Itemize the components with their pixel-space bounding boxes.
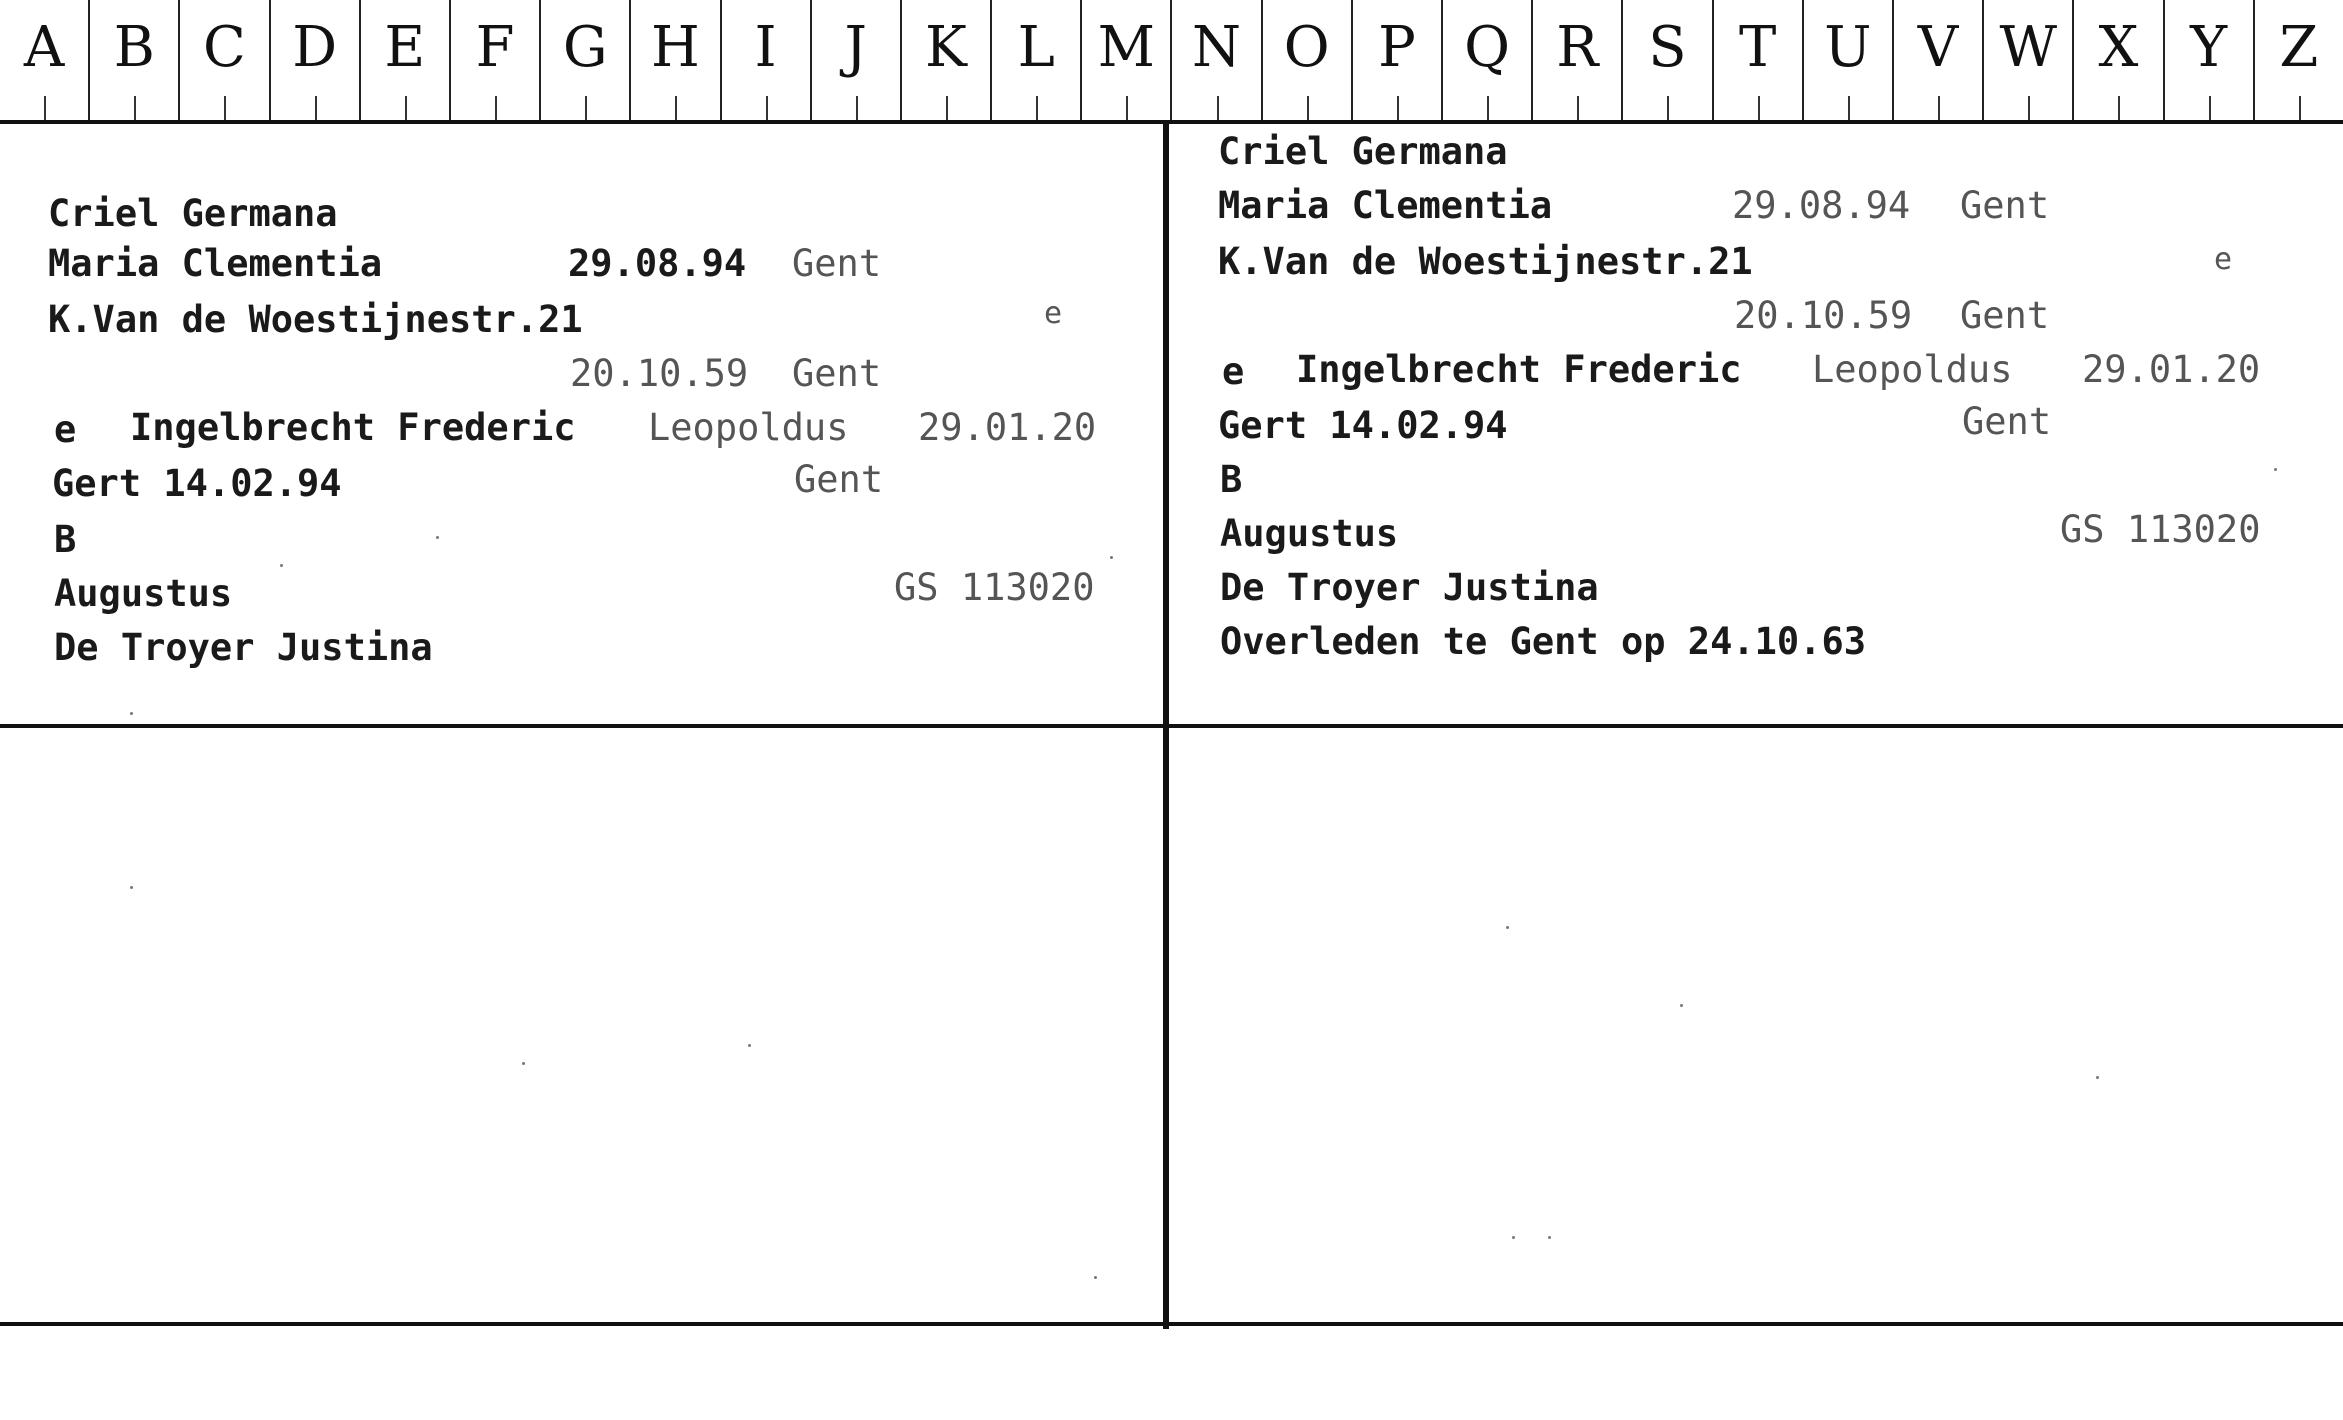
index-letter-label: B — [113, 15, 155, 80]
index-letter-v — [1894, 0, 1984, 120]
scan-speck — [1094, 1276, 1097, 1279]
record-line5-right: Gent — [794, 458, 884, 501]
record-spouse: Ingelbrecht Frederic — [1296, 348, 1742, 391]
index-letter-label: W — [1999, 15, 2057, 80]
index-letter-label: S — [1648, 15, 1687, 80]
index-tick-mark — [766, 96, 768, 120]
record-address: K.Van de Woestijnestr.21 — [1218, 240, 1753, 283]
index-letter-a — [0, 0, 90, 120]
index-letter-label: O — [1283, 15, 1330, 80]
index-letter-l — [992, 0, 1082, 120]
index-letter-p — [1353, 0, 1443, 120]
scan-speck — [1680, 1004, 1683, 1007]
index-letter-label: L — [1017, 15, 1055, 80]
index-tick-mark — [2299, 96, 2301, 120]
index-tick-mark — [495, 96, 497, 120]
index-tick-mark — [1307, 96, 1309, 120]
index-letter-k — [902, 0, 992, 120]
index-letter-label: M — [1097, 15, 1156, 80]
record-spouse-prefix: e — [54, 408, 77, 451]
index-letter-g — [541, 0, 631, 120]
record-spouse-prefix: e — [1222, 350, 1245, 393]
index-letter-label: N — [1192, 15, 1242, 80]
record-birth-place: Gent — [792, 242, 882, 285]
index-letter-label: C — [203, 15, 246, 80]
index-letter-label: R — [1556, 15, 1599, 80]
index-tick-mark — [1667, 96, 1669, 120]
index-letter-label: P — [1378, 15, 1416, 80]
record-birth-date: 29.08.94 — [1732, 184, 1911, 227]
record-reference: GS 113020 — [2060, 508, 2261, 551]
index-letter-label: D — [292, 15, 338, 80]
alphabet-index-strip — [0, 0, 2343, 124]
record-death-note: Overleden te Gent op 24.10.63 — [1220, 620, 1867, 663]
index-letter-q — [1443, 0, 1533, 120]
scan-speck — [130, 886, 133, 889]
record-spouse-given: Leopoldus — [1812, 348, 2013, 391]
index-tick-mark — [675, 96, 677, 120]
scan-speck — [1512, 1236, 1515, 1239]
record-code: B — [54, 518, 77, 561]
index-letter-label: G — [562, 15, 608, 80]
scan-speck — [1110, 556, 1113, 559]
index-letter-c — [180, 0, 270, 120]
index-letter-label: I — [754, 15, 777, 80]
record-mark-e: e — [1044, 296, 1063, 331]
index-letter-w — [1984, 0, 2074, 120]
index-tick-mark — [2118, 96, 2120, 120]
index-letter-n — [1172, 0, 1262, 120]
index-letter-label: X — [2098, 15, 2139, 80]
index-letter-r — [1533, 0, 1623, 120]
index-letter-label: F — [475, 15, 515, 80]
index-letter-f — [451, 0, 541, 120]
index-tick-mark — [1938, 96, 1940, 120]
index-tick-mark — [1848, 96, 1850, 120]
index-tick-mark — [1487, 96, 1489, 120]
index-tick-mark — [1758, 96, 1760, 120]
index-letter-y — [2165, 0, 2255, 120]
record-line5-left: Gert 14.02.94 — [1218, 404, 1508, 447]
index-letter-e — [361, 0, 451, 120]
index-tick-mark — [134, 96, 136, 120]
index-letter-i — [722, 0, 812, 120]
record-mother: De Troyer Justina — [54, 626, 433, 669]
index-tick-mark — [315, 96, 317, 120]
record-birth-date: 29.08.94 — [568, 242, 747, 285]
record-spouse-given: Leopoldus — [648, 406, 849, 449]
record-spouse-date: 29.01.20 — [2082, 348, 2261, 391]
record-card-left — [48, 192, 1128, 732]
index-letter-label: K — [925, 15, 967, 80]
index-letter-label: H — [650, 15, 700, 80]
record-mother: De Troyer Justina — [1220, 566, 1599, 609]
index-tick-mark — [2028, 96, 2030, 120]
index-letter-b — [90, 0, 180, 120]
record-place-2: Gent — [792, 352, 882, 395]
index-letter-j — [812, 0, 902, 120]
scan-speck — [1548, 1236, 1551, 1239]
index-letter-m — [1082, 0, 1172, 120]
index-tick-mark — [1397, 96, 1399, 120]
index-letter-label: V — [1917, 15, 1959, 80]
scan-speck — [2274, 468, 2277, 471]
index-tick-mark — [585, 96, 587, 120]
index-tick-mark — [44, 96, 46, 120]
record-card-right — [1218, 130, 2318, 710]
index-tick-mark — [1577, 96, 1579, 120]
scan-speck — [2096, 1076, 2099, 1079]
record-place-2: Gent — [1960, 294, 2050, 337]
index-letter-h — [631, 0, 721, 120]
index-letter-label: U — [1824, 15, 1872, 80]
index-tick-mark — [1126, 96, 1128, 120]
record-address: K.Van de Woestijnestr.21 — [48, 298, 583, 341]
scan-speck — [280, 564, 283, 567]
index-tick-mark — [405, 96, 407, 120]
record-code: B — [1220, 458, 1243, 501]
record-line5-right: Gent — [1962, 400, 2052, 443]
index-letter-label: T — [1738, 15, 1777, 80]
index-tick-mark — [2209, 96, 2211, 120]
record-given-names: Maria Clementia — [48, 242, 383, 285]
record-name: Criel Germana — [1218, 130, 1508, 173]
scan-speck — [436, 536, 439, 539]
index-letter-label: J — [844, 15, 867, 80]
scan-speck — [522, 1062, 525, 1065]
index-letter-z — [2255, 0, 2343, 120]
index-letter-u — [1804, 0, 1894, 120]
record-date-2: 20.10.59 — [570, 352, 749, 395]
record-name: Criel Germana — [48, 192, 338, 235]
record-spouse-date: 29.01.20 — [918, 406, 1097, 449]
record-given-names: Maria Clementia — [1218, 184, 1553, 227]
index-tick-mark — [856, 96, 858, 120]
index-letter-d — [271, 0, 361, 120]
index-letter-label: Z — [2279, 15, 2319, 80]
record-date-2: 20.10.59 — [1734, 294, 1913, 337]
bottom-divider — [0, 1322, 2343, 1326]
index-tick-mark — [946, 96, 948, 120]
index-tick-mark — [224, 96, 226, 120]
record-birth-place: Gent — [1960, 184, 2050, 227]
index-letter-t — [1714, 0, 1804, 120]
record-spouse: Ingelbrecht Frederic — [130, 406, 576, 449]
index-tick-mark — [1036, 96, 1038, 120]
index-letter-label: A — [23, 15, 65, 80]
record-mark-e: e — [2214, 242, 2233, 277]
record-father: Augustus — [54, 572, 233, 615]
scan-speck — [1506, 926, 1509, 929]
record-line5-left: Gert 14.02.94 — [52, 462, 342, 505]
record-reference: GS 113020 — [894, 566, 1095, 609]
index-letter-label: Y — [2190, 15, 2228, 80]
index-letter-o — [1263, 0, 1353, 120]
index-tick-mark — [1217, 96, 1219, 120]
index-letter-label: Q — [1464, 15, 1511, 80]
index-letter-s — [1623, 0, 1713, 120]
index-letter-x — [2074, 0, 2164, 120]
scan-speck — [130, 712, 133, 715]
scan-speck — [748, 1044, 751, 1047]
record-father: Augustus — [1220, 512, 1399, 555]
card-grid — [0, 124, 2343, 1329]
index-letter-label: E — [384, 15, 426, 80]
